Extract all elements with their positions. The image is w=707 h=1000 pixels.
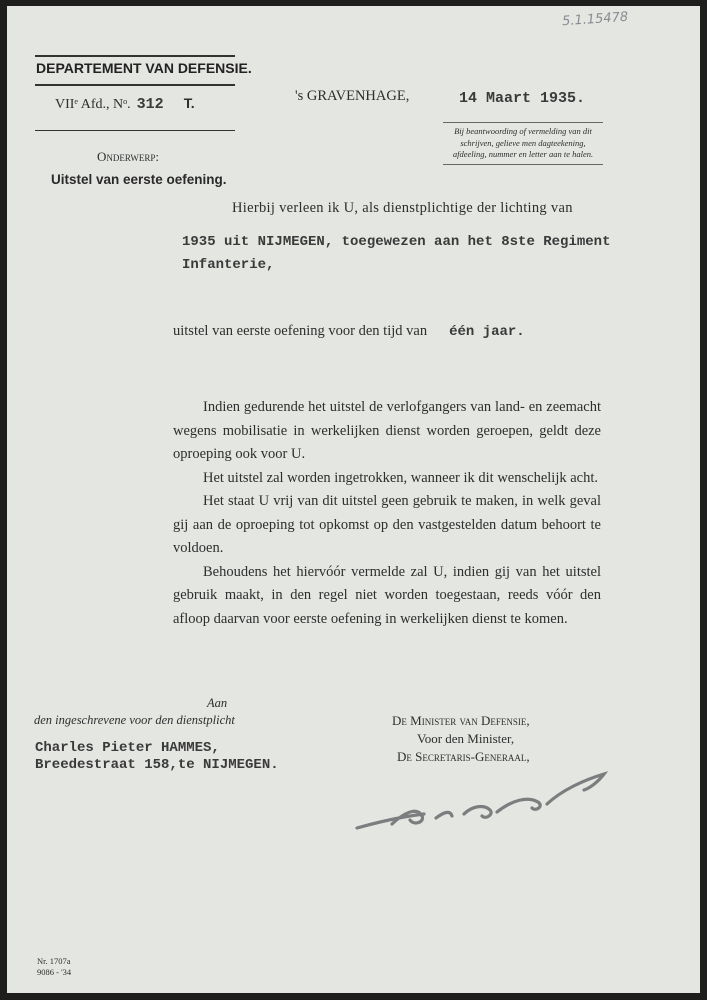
reply-note: Bij beantwoording of vermelding van dit schrijven, gelieve men dagteekening, afdeeling, nummer en letter aan te halen. [443, 122, 603, 165]
print-code: 9086 - '34 [37, 967, 72, 977]
paragraph-1: Indien gedurende het uitstel de verlofgangers van land- en zeemacht wegens mobilisatie in werkelijken dienst worden geroepen, geldt deze oproeping ook voor U. [173, 399, 601, 462]
typed-cohort-line: 1935 uit NIJMEGEN, toegewezen aan het 8ste Regiment [182, 234, 611, 250]
section-prefix: VIIᵉ Afd., Nᵒ. [55, 97, 131, 112]
intro-line: Hierbij verleen ik U, als dienstplichtige der lichting van [232, 200, 573, 216]
place: 's GRAVENHAGE, [295, 88, 410, 104]
paragraph-4: Behoudens het hiervóór vermelde zal U, indien gij van het uitstel gebruik maakt, in den regel niet worden toegestaan, reeds vóór den afloop daarvan voor eerste oefening in werkelijken dienst te komen. [173, 563, 601, 627]
department-rule [35, 84, 235, 86]
department-name: DEPARTEMENT VAN DEFENSIE. [36, 60, 252, 76]
section-label [55, 95, 195, 113]
secretary-general: De Secretaris-Generaal, [397, 749, 530, 764]
archive-mark: 5.1.15478 [561, 9, 629, 30]
subject-label-text: Onderwerp: [97, 149, 160, 164]
letter-date: 14 Maart 1935. [459, 90, 586, 107]
section-suffix: T. [183, 95, 195, 111]
typed-cohort-line-2: Infanterie, [182, 257, 275, 273]
minister-title: De Minister van Defensie, [392, 713, 530, 728]
top-rule [35, 55, 235, 57]
subject-value: Uitstel van eerste oefening. [51, 172, 227, 187]
deferral-line [173, 323, 525, 340]
conditions-paragraphs [173, 396, 601, 631]
addressee-to: Aan [207, 696, 228, 710]
paragraph-3: Het staat U vrij van dit uitstel geen gebruik te maken, in welk geval gij aan de oproeping tot opkomst op den vastgestelden datum behoort te voldoen. [173, 493, 601, 556]
form-number: Nr. 1707a [37, 956, 71, 966]
on-behalf: Voor den Minister, [417, 731, 515, 746]
handwritten-signature [352, 766, 612, 836]
section-number: 312 [136, 96, 164, 113]
deferral-text: uitstel van eerste oefening voor den tijd van [173, 323, 428, 339]
document-page [7, 6, 700, 993]
addressee-address: Breedestraat 158,te NIJMEGEN. [35, 757, 279, 773]
subject-label [97, 149, 159, 165]
paragraph-2: Het uitstel zal worden ingetrokken, wanneer ik dit wenschelijk acht. [203, 469, 598, 486]
section-rule [35, 130, 235, 131]
deferral-duration: één jaar. [449, 324, 525, 340]
addressee-name: Charles Pieter HAMMES, [35, 740, 220, 756]
addressee-description: den ingeschrevene voor den dienstplicht [34, 713, 235, 727]
